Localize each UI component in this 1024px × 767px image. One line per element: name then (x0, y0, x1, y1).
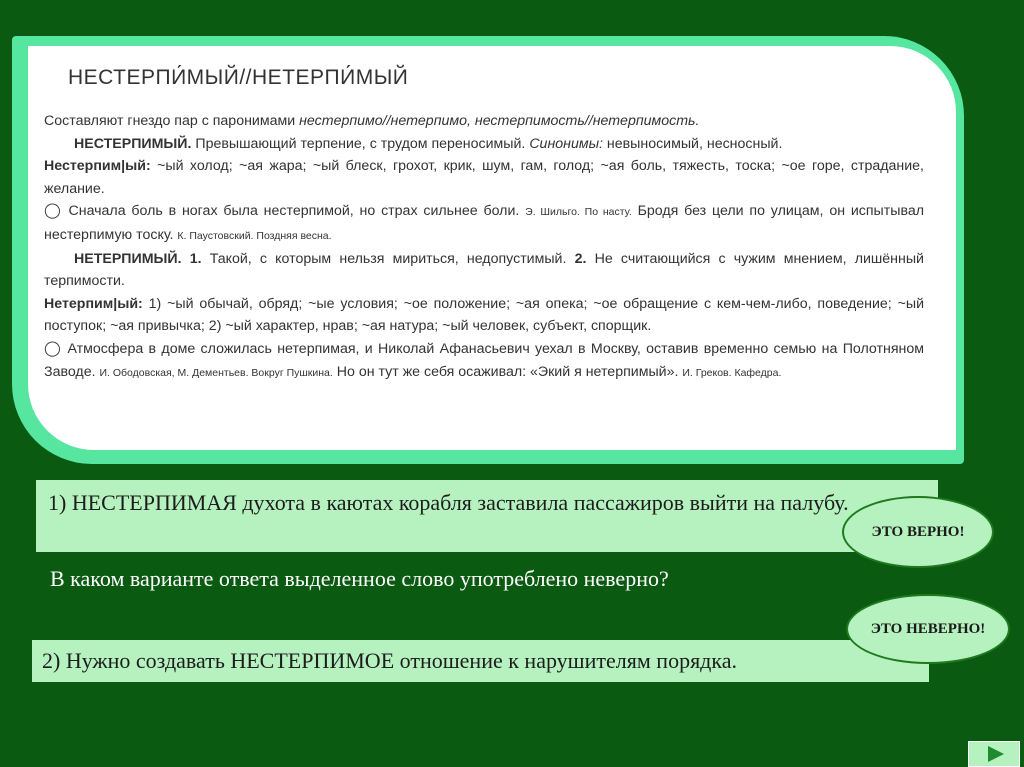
example-nesterpimyi: ◯ Сначала боль в ногах была нестерпимой, но страх сильнее боли. Э. Шильго. По насту. Бродя без цели по улицам, он испытывал нестерпимую тоску. К. Паустовский. Поздняя весна. (44, 202, 924, 243)
answer-option-1[interactable]: 1) НЕСТЕРПИМАЯ духота в каютах корабля заставила пассажиров выйти на палубу. (36, 480, 938, 552)
example-bullet-icon: ◯ (44, 202, 63, 220)
usage-nesterpimyi: Нестерпим|ый: ~ый холод; ~ая жара; ~ый блеск, грохот, крик, шум, гам, голод; ~ая боль, тяжесть, тоска; ~ое горе, страдание, желание. (44, 158, 924, 197)
example-neterpimyi: ◯ Атмосфера в доме сложилась нетерпимая, и Николай Афанасьевич уехал в Москву, оставив временно семью на Полотняном Заводе. И. Ободовская, М. Дементьев. Вокруг Пушкина. Но он тут же себя осаживал: «Экий я нетерпимый». И. Греков. Кафедра. (44, 339, 924, 380)
dictionary-title: НЕСТЕРПИ́МЫЙ//НЕТЕРПИ́МЫЙ (68, 66, 409, 89)
dictionary-body (44, 110, 924, 384)
entry-nesterpimyi: НЕСТЕРПИМЫЙ. Превышающий терпение, с трудом переносимый. Синонимы: невыносимый, несносный. (74, 135, 783, 152)
feedback-correct-bubble[interactable]: ЭТО ВЕРНО! (842, 496, 994, 568)
dictionary-intro: Составляют гнездо пар с паронимами нестерпимо//нетерпимо, нестерпимость//нетерпимость. (44, 113, 700, 129)
answer-option-2[interactable]: 2) Нужно создавать НЕСТЕРПИМОЕ отношение к нарушителям порядка. (32, 640, 929, 682)
dictionary-card (28, 46, 956, 450)
usage-neterpimyi: Нетерпим|ый: 1) ~ый обычай, обряд; ~ые условия; ~ое положение; ~ая опека; ~ое обращение с кем-чем-либо, поведение; ~ый поступок; ~ая привычка; 2) ~ый характер, нрав; ~ая натура; ~ый человек, субъект, спорщик. (44, 295, 924, 335)
question-text: В каком варианте ответа выделенное слово употреблено неверно? (50, 566, 669, 591)
example-bullet-icon: ◯ (44, 339, 63, 357)
play-triangle-icon (988, 746, 1004, 762)
entry-neterpimyi: НЕТЕРПИМЫЙ. 1. Такой, с которым нельзя мириться, недопустимый. 2. Не считающийся с чужим мнением, лишённый терпимости. (44, 250, 924, 290)
next-slide-button[interactable] (968, 741, 1020, 767)
feedback-incorrect-bubble[interactable]: ЭТО НЕВЕРНО! (846, 594, 1010, 664)
